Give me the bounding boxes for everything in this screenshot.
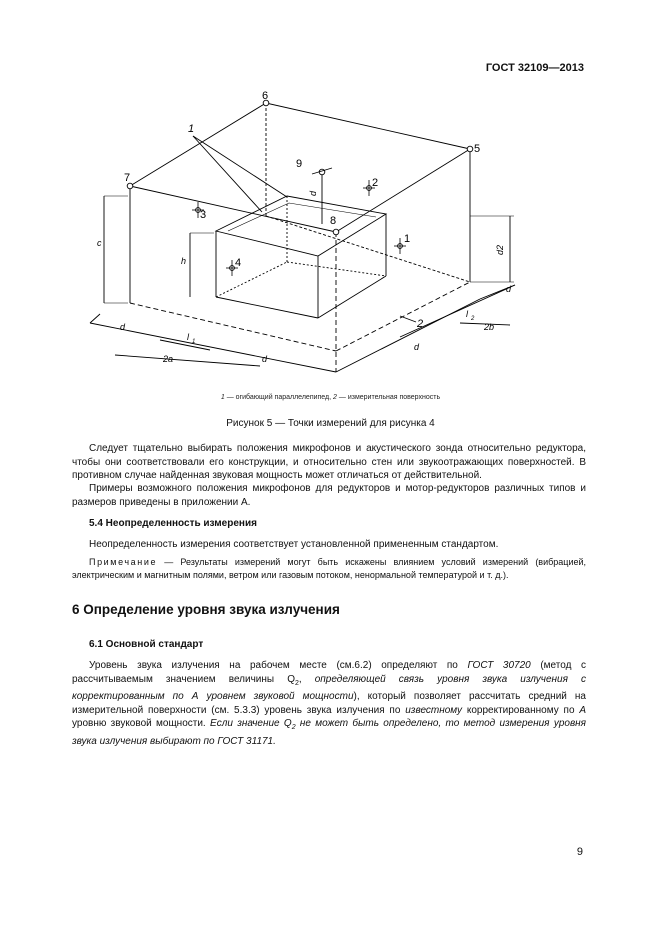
figure-line <box>287 262 386 276</box>
dim-label-d-right-lower: d <box>414 342 420 352</box>
ref-label-envelope: 1 <box>188 123 195 135</box>
text-run: Уровень звука излучения на рабочем месте (см.6.2) определяют по <box>89 660 468 671</box>
measurement-points-figure <box>80 88 520 378</box>
figure-caption: Рисунок 5 — Точки измерений для рисунка 4 <box>226 418 435 429</box>
dim-label-2a: 2a <box>163 354 174 364</box>
figure-line <box>216 297 318 318</box>
point-label-2: 2 <box>372 177 379 189</box>
italic-known: известному <box>405 704 463 716</box>
italic-conclusion: не может быть определено, то метод измерения уровня звука излучения выбирают по ГОСТ 31171. <box>72 718 587 747</box>
italic-condition: Если значение <box>210 718 284 730</box>
symbol-q: Q <box>287 673 295 685</box>
paragraph-examples: Примеры возможного положения микрофонов для редукторов и мотор-редукторов различных типов и размеров приведены в приложении А. <box>72 483 586 508</box>
dim-label-c: c <box>97 238 102 248</box>
dim-label-d2: d2 <box>495 244 505 255</box>
figure-line <box>90 323 336 372</box>
note-label: Примечание <box>89 557 158 567</box>
point-label-1: 1 <box>404 233 411 245</box>
figure-line <box>90 314 100 323</box>
point-label-9: 9 <box>296 158 303 170</box>
symbol-q-italic: Q <box>283 718 292 730</box>
figure-line <box>336 282 470 351</box>
figure-line <box>336 149 470 232</box>
legend-number-2: 2 <box>333 394 337 401</box>
italic-a: А <box>579 704 587 716</box>
text-run: (метод с рассчитываемым значением величины <box>72 660 586 685</box>
section-6-title: 6 Определение уровня звука излучения <box>72 602 340 617</box>
text-run: ), который позволяет рассчитать средний на измерительной поверхности (см. 5.3.3) уровень звука излучения по <box>72 691 586 716</box>
point-label-6: 6 <box>262 90 269 102</box>
italic-definition: определяющей связь уровня звука излучения с корректированным по А уровнем звуковой мощности <box>72 673 586 703</box>
dim-label-h: h <box>181 256 187 266</box>
legend-number-1: 1 <box>220 394 225 401</box>
figure-line <box>115 355 260 366</box>
dim-label-l1: l <box>187 332 189 342</box>
page-number: 9 <box>576 846 583 858</box>
text-run: уровню звуковой мощности. <box>72 718 211 730</box>
paragraph-uncertainty: Неопределенность измерения соответствует установленной примененным стандартом. <box>89 539 499 550</box>
figure-line <box>228 203 376 231</box>
point-label-5: 5 <box>474 143 481 155</box>
ref-label-surface: 2 <box>417 318 424 330</box>
section-6-1-title: 6.1 Основной стандарт <box>89 639 204 650</box>
legend-text-2: — измерительная поверхность <box>336 394 441 401</box>
measurement-point-8 <box>333 229 339 235</box>
dim-label-l1-sub: 1 <box>192 339 196 345</box>
dim-label-d-right: d <box>506 284 512 294</box>
figure-line <box>130 186 336 232</box>
figure-line <box>318 276 386 318</box>
symbol-q-italic-subscript: 2 <box>291 724 296 732</box>
legend-text-1: — огибающий параллелепипед, <box>224 394 334 401</box>
paragraph-base-standard <box>72 659 586 749</box>
measurement-point-7 <box>127 183 133 189</box>
figure-line <box>130 303 336 351</box>
figure-line <box>266 216 470 282</box>
text-run: , <box>298 673 315 685</box>
note-block <box>72 556 586 581</box>
point-label-7: 7 <box>124 172 131 184</box>
dim-label-d-left: d <box>120 322 126 332</box>
measurement-point-5 <box>467 146 473 152</box>
figure-line <box>216 262 287 297</box>
figure-line <box>400 316 416 322</box>
figure-legend <box>0 394 661 401</box>
note-text: — Результаты измерений могут быть искажены влиянием условий измерений (вибрацией, электрическим и магнитным полями, ветром или газовым потоком, ненормальной температурой и т. д.). <box>72 557 586 580</box>
point-label-3: 3 <box>200 209 207 221</box>
symbol-q-subscript: 2 <box>294 679 299 687</box>
document-header-standard: ГОСТ 32109—2013 <box>485 62 584 74</box>
dim-label-l2: l <box>466 309 468 319</box>
text-run: корректированному по <box>462 704 580 716</box>
measurement-surface-edge <box>130 103 470 186</box>
figure-line <box>336 299 480 372</box>
dim-label-d-vertical: d <box>308 190 318 196</box>
point-label-4: 4 <box>235 257 242 269</box>
point-label-8: 8 <box>330 215 337 227</box>
section-5-4-title: 5.4 Неопределенность измерения <box>89 518 257 529</box>
dim-label-d-bottom: d <box>262 354 268 364</box>
paragraph-microphone-positions: Следует тщательно выбирать положения микрофонов и акустического зонда относительно редуктора, чтобы они соответствовали его конструкции, и относительно стен или звукоотражающих поверхностей. В противном случае найденная звуковая мощность может отличаться от действительной. <box>72 443 586 482</box>
ref-gost-30720: ГОСТ 30720 <box>467 660 531 671</box>
dim-label-l2-sub: 2 <box>471 316 475 322</box>
dim-label-2b: 2b <box>484 322 495 332</box>
